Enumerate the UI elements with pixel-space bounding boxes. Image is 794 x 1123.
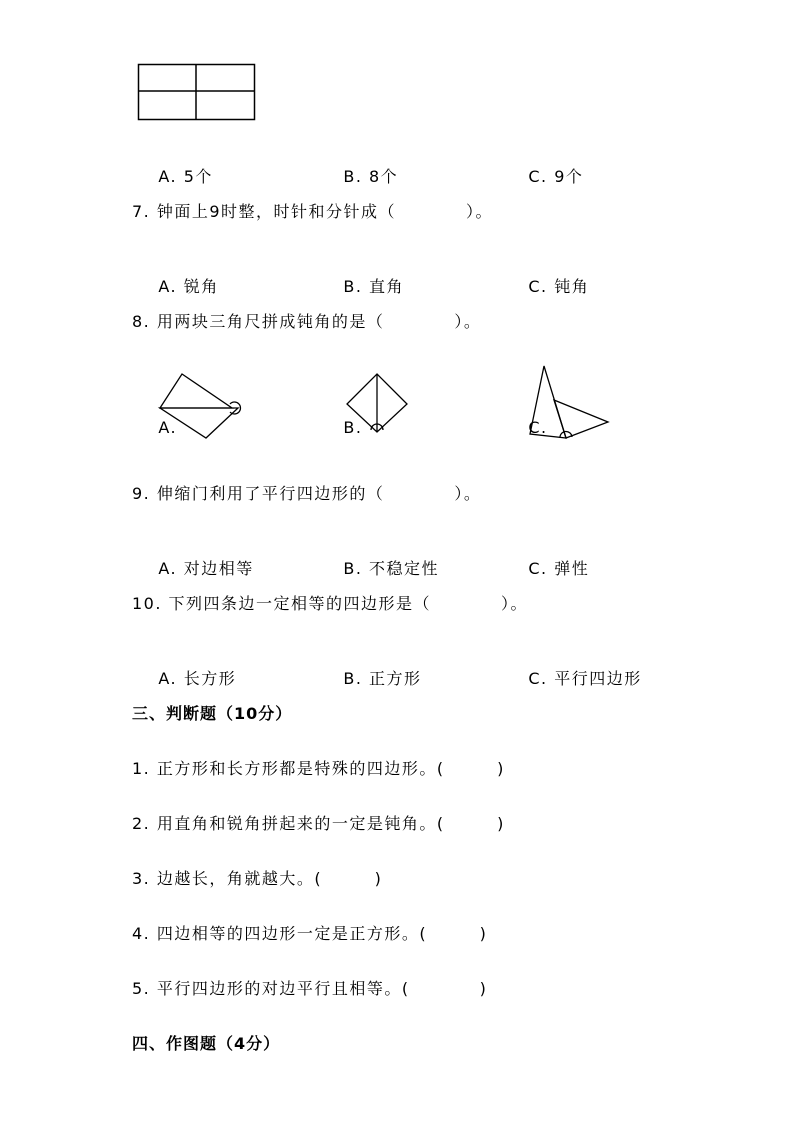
q9-option-c[interactable] [502, 539, 589, 599]
q7-option-c[interactable] [502, 257, 589, 317]
option-letter: B. [343, 167, 363, 186]
option-letter: A. [158, 559, 178, 578]
option-letter: B. [343, 669, 363, 688]
section-3-title: 三、判断题（10分） [132, 704, 293, 723]
option-letter: B. [343, 559, 363, 578]
option-letter: B. [343, 418, 363, 437]
option-letter: B. [343, 277, 363, 296]
option-text: 8个 [369, 167, 399, 186]
section-4-title: 四、作图题（4分） [132, 1034, 281, 1053]
q8-figure-b [345, 372, 411, 434]
option-text: 长方形 [183, 669, 237, 688]
option-text: 直角 [369, 277, 405, 296]
q6-rectangle-figure [138, 64, 256, 121]
q6-option-b[interactable] [317, 147, 398, 207]
option-text: 正方形 [369, 669, 422, 688]
q6-option-c[interactable] [502, 147, 583, 207]
q9-stem: 9. 伸缩门利用了平行四边形的（ ）。 [132, 484, 482, 503]
q8-figure-c [528, 364, 612, 440]
option-letter: A. [158, 669, 178, 688]
q10-option-b[interactable] [317, 649, 422, 709]
option-text: 平行四边形 [554, 669, 642, 688]
option-letter: C. [528, 669, 548, 688]
q10-option-a[interactable] [132, 649, 236, 709]
judge-item-2[interactable]: 2. 用直角和锐角拼起来的一定是钝角。( ) [132, 814, 505, 833]
option-text: 弹性 [554, 559, 590, 578]
option-text: 对边相等 [183, 559, 254, 578]
option-letter: C. [528, 559, 548, 578]
q10-stem: 10. 下列四条边一定相等的四边形是（ ）。 [132, 594, 529, 613]
option-letter: A. [158, 277, 178, 296]
option-text: 9个 [554, 167, 584, 186]
option-letter: A. [158, 167, 178, 186]
q9-option-b[interactable] [317, 539, 439, 599]
q7-option-b[interactable] [317, 257, 404, 317]
judge-item-1[interactable]: 1. 正方形和长方形都是特殊的四边形。( ) [132, 759, 505, 778]
option-letter: C. [528, 167, 548, 186]
q7-option-a[interactable] [132, 257, 219, 317]
option-letter: C. [528, 277, 548, 296]
option-text: 不稳定性 [369, 559, 440, 578]
option-letter: C. [528, 418, 548, 437]
judge-item-3[interactable]: 3. 边越长，角就越大。( ) [132, 869, 383, 888]
option-letter: A. [158, 418, 178, 437]
q8-figure-a [158, 372, 242, 442]
q7-stem: 7. 钟面上9时整，时针和分针成（ ）。 [132, 202, 494, 221]
q9-option-a[interactable] [132, 539, 254, 599]
q6-option-a[interactable] [132, 147, 213, 207]
judge-item-5[interactable]: 5. 平行四边形的对边平行且相等。( ) [132, 979, 488, 998]
judge-item-4[interactable]: 4. 四边相等的四边形一定是正方形。( ) [132, 924, 488, 943]
option-text: 5个 [183, 167, 213, 186]
option-text: 锐角 [183, 277, 219, 296]
option-text: 钝角 [554, 277, 590, 296]
q8-stem: 8. 用两块三角尺拼成钝角的是（ ）。 [132, 312, 482, 331]
q10-option-c[interactable] [502, 649, 642, 709]
